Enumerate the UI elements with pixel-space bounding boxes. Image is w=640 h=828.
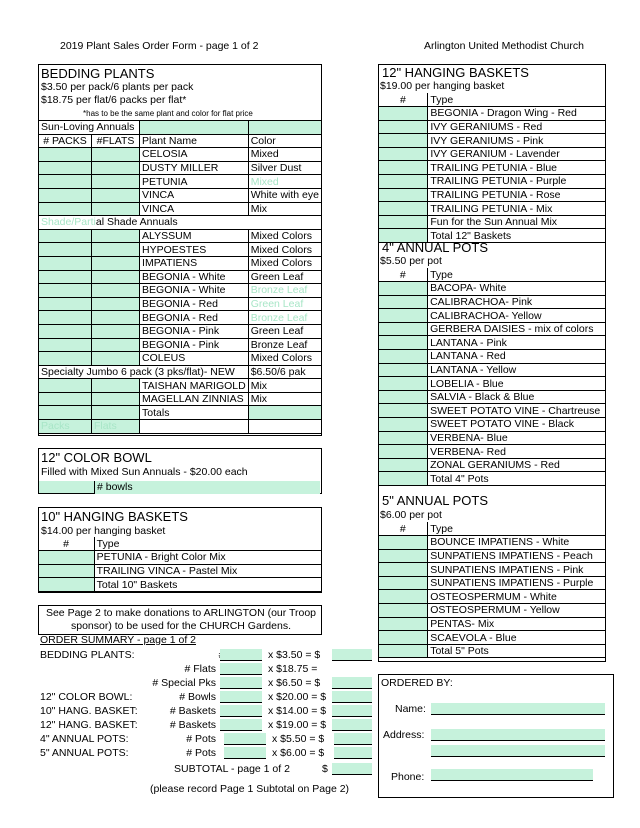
summary-qty-input[interactable] xyxy=(220,705,262,717)
packs-input[interactable] xyxy=(39,392,92,406)
hang12-type: IVY GERANIUMS - Pink xyxy=(428,134,606,148)
summary-price: x $3.50 = $ xyxy=(268,649,321,661)
bowl-title: 12" COLOR BOWL xyxy=(41,450,152,465)
pots5-type: SUNPATIENS IMPATIENS - Pink xyxy=(428,563,606,577)
qty-input[interactable] xyxy=(39,551,95,565)
subtotal-input[interactable] xyxy=(332,763,372,775)
summary-amount-input[interactable] xyxy=(332,691,372,703)
phone-input[interactable] xyxy=(431,769,593,781)
packs-input[interactable] xyxy=(39,270,92,284)
plant-name: BEGONIA - White xyxy=(140,270,249,284)
donation-line-1: See Page 2 to make donations to ARLINGTON (our Troop xyxy=(45,607,317,619)
hang12-type: TRAILING PETUNIA - Purple xyxy=(428,175,606,189)
name-input[interactable] xyxy=(431,703,605,715)
pots4-table xyxy=(378,268,606,486)
name-label: Name: xyxy=(395,703,426,715)
plant-name: CELOSIA xyxy=(140,148,249,162)
hang12-table xyxy=(378,93,606,243)
hang12-type: IVY GERANIUM - Lavender xyxy=(428,147,606,161)
plant-color: Mixed Colors xyxy=(248,352,321,366)
flats-input[interactable] xyxy=(91,256,139,270)
flats-total-input[interactable]: Flats xyxy=(91,420,139,434)
pots5-col-num: # xyxy=(399,522,406,535)
totals-label: Totals xyxy=(140,406,249,420)
flats-input[interactable] xyxy=(91,188,139,202)
hang12-type: TRAILING PETUNIA - Blue xyxy=(428,161,606,175)
hang10-type: TRAILING VINCA - Pastel Mix xyxy=(94,564,321,578)
specialty-price: $6.50/6 pak xyxy=(248,365,321,379)
plant-name: ALYSSUM xyxy=(140,229,249,243)
pots4-type: CALIBRACHOA- Pink xyxy=(428,295,606,309)
plant-name: DUSTY MILLER xyxy=(140,161,249,175)
flats-input[interactable] xyxy=(91,352,139,366)
qty-input[interactable] xyxy=(379,631,428,645)
qty-input[interactable] xyxy=(379,188,428,202)
summary-price: x $19.00 = $ xyxy=(268,719,327,731)
bowl-desc: Filled with Mixed Sun Annuals - $20.00 each xyxy=(41,466,248,478)
phone-label: Phone: xyxy=(391,771,425,783)
bowls-input[interactable] xyxy=(39,481,94,494)
plant-name: COLEUS xyxy=(140,352,249,366)
col-color: Color xyxy=(248,134,321,148)
pots4-col-num: # xyxy=(399,268,406,281)
summary-label: BEDDING PLANTS: xyxy=(40,649,135,661)
pots5-type: SCAEVOLA - Blue xyxy=(428,631,606,645)
flats-input[interactable] xyxy=(91,392,139,406)
flats-input[interactable] xyxy=(91,324,139,338)
qty-input[interactable] xyxy=(379,336,428,350)
flats-input[interactable] xyxy=(91,161,139,175)
qty-input[interactable] xyxy=(379,309,428,323)
qty-input[interactable] xyxy=(379,472,428,486)
summary-unit: # Special Pks xyxy=(152,677,216,689)
qty-input[interactable] xyxy=(379,147,428,161)
pots4-type: ZONAL GERANIUMS - Red xyxy=(428,458,606,472)
qty-input[interactable] xyxy=(379,563,428,577)
sun-label: Sun-Loving Annuals xyxy=(39,121,140,135)
qty-input[interactable] xyxy=(379,390,428,404)
plant-color: Bronze Leaf xyxy=(248,338,321,352)
packs-input[interactable] xyxy=(39,311,92,325)
qty-input[interactable] xyxy=(379,536,428,550)
pots4-price: $5.50 per pot xyxy=(380,255,442,267)
packs-input[interactable] xyxy=(39,148,92,162)
pots4-type: SALVIA - Black & Blue xyxy=(428,390,606,404)
pots5-type: BOUNCE IMPATIENS - White xyxy=(428,536,606,550)
address-label: Address: xyxy=(383,729,425,741)
hang10-total: Total 10" Baskets xyxy=(94,578,321,592)
subtotal-dollar: $ xyxy=(322,763,328,775)
summary-price: x $18.75 = xyxy=(268,663,318,675)
summary-amount-input[interactable] xyxy=(332,677,372,689)
qty-input[interactable] xyxy=(379,617,428,631)
pots4-type: SWEET POTATO VINE - Chartreuse xyxy=(428,404,606,418)
pots4-type: VERBENA- Red xyxy=(428,445,606,459)
packs-input[interactable] xyxy=(39,243,92,257)
qty-input[interactable] xyxy=(379,549,428,563)
summary-qty-input[interactable] xyxy=(224,733,266,745)
summary-label: 12" COLOR BOWL: xyxy=(40,691,133,703)
summary-amount-input[interactable] xyxy=(334,733,372,745)
hang12-type: BEGONIA - Dragon Wing - Red xyxy=(428,107,606,121)
qty-input[interactable] xyxy=(379,363,428,377)
flats-input[interactable] xyxy=(91,338,139,352)
flats-input[interactable] xyxy=(91,148,139,162)
address-input-1[interactable] xyxy=(431,729,605,741)
pots5-type: SUNPATIENS IMPATIENS - Purple xyxy=(428,576,606,590)
plant-color: Mixed Colors xyxy=(248,243,321,257)
bowls-label: # bowls xyxy=(94,481,320,494)
qty-input[interactable] xyxy=(379,458,428,472)
qty-input[interactable] xyxy=(379,431,428,445)
hang12-col-type: Type xyxy=(428,93,606,107)
flats-input[interactable] xyxy=(91,270,139,284)
pots4-type: GERBERA DAISIES - mix of colors xyxy=(428,322,606,336)
summary-amount-input[interactable] xyxy=(332,705,372,717)
plant-color: Silver Dust xyxy=(248,161,321,175)
plant-name: VINCA xyxy=(140,188,249,202)
hang10-type: PETUNIA - Bright Color Mix xyxy=(94,551,321,565)
pots4-type: SWEET POTATO VINE - Black xyxy=(428,418,606,432)
pots4-type: VERBENA- Blue xyxy=(428,431,606,445)
plant-name: PETUNIA xyxy=(140,175,249,189)
plant-color: Green Leaf xyxy=(248,297,321,311)
summary-price: x $14.00 = $ xyxy=(268,705,327,717)
summary-unit: # Pots xyxy=(186,747,216,759)
pots5-total: Total 5" Pots xyxy=(428,644,606,658)
qty-input[interactable] xyxy=(379,604,428,618)
pots5-price: $6.00 per pot xyxy=(380,509,442,521)
summary-price: x $6.00 = $ xyxy=(272,747,325,759)
qty-input[interactable] xyxy=(379,576,428,590)
packs-input[interactable] xyxy=(39,161,92,175)
qty-input[interactable] xyxy=(379,175,428,189)
pots4-col-type: Type xyxy=(428,268,606,282)
packs-input[interactable] xyxy=(39,175,92,189)
pots5-title: 5" ANNUAL POTS xyxy=(382,493,488,508)
qty-input[interactable] xyxy=(379,295,428,309)
plant-color: Green Leaf xyxy=(248,270,321,284)
pots4-type: LOBELIA - Blue xyxy=(428,377,606,391)
bedding-flat-price: $18.75 per flat/6 packs per flat* xyxy=(41,94,187,106)
summary-price: x $6.50 = $ xyxy=(268,677,321,689)
qty-input[interactable] xyxy=(379,134,428,148)
summary-unit: # Bowls xyxy=(179,691,216,703)
form-title: 2019 Plant Sales Order Form - page 1 of 2 xyxy=(60,40,259,52)
col-plant: Plant Name xyxy=(140,134,249,148)
shade-label: Shade/Partial Shade Annuals xyxy=(39,216,322,230)
hang10-price: $14.00 per hanging basket xyxy=(41,525,166,537)
bedding-title: BEDDING PLANTS xyxy=(41,66,155,81)
summary-amount-input[interactable] xyxy=(332,719,372,731)
hang10-col-num: # xyxy=(63,537,69,550)
qty-input[interactable] xyxy=(379,282,428,296)
qty-input[interactable] xyxy=(379,322,428,336)
qty-input[interactable] xyxy=(379,350,428,364)
hang12-total: Total 12" Baskets xyxy=(428,229,606,243)
church-name: Arlington United Methodist Church xyxy=(424,40,584,52)
plant-color: Mixed Colors xyxy=(248,229,321,243)
plant-color: Mixed xyxy=(248,148,321,162)
pots5-type: OSTEOSPERMUM - Yellow xyxy=(428,604,606,618)
hang12-type: IVY GERANIUMS - Red xyxy=(428,120,606,134)
summary-qty-input[interactable] xyxy=(220,649,262,661)
qty-input[interactable] xyxy=(39,564,95,578)
summary-unit: # Baskets xyxy=(169,719,216,731)
qty-input[interactable] xyxy=(379,418,428,432)
hang12-type: TRAILING PETUNIA - Rose xyxy=(428,188,606,202)
packs-input[interactable] xyxy=(39,284,92,298)
packs-total-input[interactable]: Packs xyxy=(39,420,92,434)
summary-qty-input[interactable] xyxy=(220,663,262,675)
pots5-col-type: Type xyxy=(428,522,606,536)
packs-input[interactable] xyxy=(39,324,92,338)
donation-line-2: sponsor) to be used for the CHURCH Gardens. xyxy=(70,620,291,632)
summary-qty-input[interactable] xyxy=(220,719,262,731)
summary-qty-input[interactable] xyxy=(224,747,266,759)
specialty-label: Specialty Jumbo 6 pack (3 pks/flat)- NEW xyxy=(39,365,249,379)
packs-input[interactable] xyxy=(39,379,92,393)
summary-amount-input[interactable] xyxy=(334,747,372,759)
plant-name: HYPOESTES xyxy=(140,243,249,257)
flats-input[interactable] xyxy=(91,202,139,216)
packs-input[interactable] xyxy=(39,202,92,216)
plant-color: Mixed xyxy=(248,175,321,189)
summary-label: 10" HANG. BASKET: xyxy=(40,705,138,717)
pots4-type: CALIBRACHOA- Yellow xyxy=(428,309,606,323)
hang12-type: TRAILING PETUNIA - Mix xyxy=(428,202,606,216)
summary-unit: # Pots xyxy=(186,733,216,745)
pots5-type: PENTAS- Mix xyxy=(428,617,606,631)
hang10-col-type: Type xyxy=(94,537,321,551)
pots4-type: BACOPA- White xyxy=(428,282,606,296)
plant-color: Green Leaf xyxy=(248,324,321,338)
plant-name: BEGONIA - Red xyxy=(140,297,249,311)
packs-input[interactable] xyxy=(39,338,92,352)
qty-input[interactable] xyxy=(379,590,428,604)
col-packs: # PACKS xyxy=(39,134,92,148)
qty-input[interactable] xyxy=(379,107,428,121)
pots4-type: LANTANA - Yellow xyxy=(428,363,606,377)
ordered-by-section xyxy=(378,674,614,798)
packs-input[interactable] xyxy=(39,297,92,311)
summary-price: x $20.00 = $ xyxy=(268,691,327,703)
pots4-type: LANTANA - Pink xyxy=(428,336,606,350)
plant-color: Mix xyxy=(248,202,321,216)
plant-name: TAISHAN MARIGOLD xyxy=(140,379,249,393)
flats-input[interactable] xyxy=(91,284,139,298)
bedding-table xyxy=(38,120,322,434)
plant-name: VINCA xyxy=(140,202,249,216)
plant-color: Bronze Leaf xyxy=(248,311,321,325)
col-flats: #FLATS xyxy=(91,134,139,148)
packs-input[interactable] xyxy=(39,352,92,366)
hang10-title: 10" HANGING BASKETS xyxy=(41,509,188,524)
packs-input[interactable] xyxy=(39,256,92,270)
flats-input[interactable] xyxy=(91,175,139,189)
flats-input[interactable] xyxy=(91,379,139,393)
qty-input[interactable] xyxy=(379,644,428,658)
bedding-pack-price: $3.50 per pack/6 plants per pack xyxy=(41,81,194,93)
qty-input[interactable] xyxy=(379,161,428,175)
pots4-total: Total 4" Pots xyxy=(428,472,606,486)
plant-name: MAGELLAN ZINNIAS xyxy=(140,392,249,406)
summary-label: 4" ANNUAL POTS: xyxy=(40,733,129,745)
qty-input[interactable] xyxy=(379,202,428,216)
summary-unit: # Baskets xyxy=(169,705,216,717)
hang12-col-num: # xyxy=(400,93,406,106)
flats-input[interactable] xyxy=(91,297,139,311)
summary-qty-input[interactable] xyxy=(220,691,262,703)
plant-name: BEGONIA - Red xyxy=(140,311,249,325)
plant-name: BEGONIA - Pink xyxy=(140,338,249,352)
qty-input[interactable] xyxy=(379,215,428,229)
summary-label: 12" HANG. BASKET: xyxy=(40,719,138,731)
pots5-table xyxy=(378,522,606,658)
hang10-table xyxy=(38,537,322,592)
hang12-title: 12" HANGING BASKETS xyxy=(382,65,529,80)
subtotal-label: SUBTOTAL - page 1 of 2 xyxy=(174,763,290,775)
color-bowl-section xyxy=(38,448,322,494)
ordered-by-title: ORDERED BY: xyxy=(381,677,453,689)
flats-input[interactable] xyxy=(91,243,139,257)
plant-name: BEGONIA - White xyxy=(140,284,249,298)
summary-price: x $5.50 = $ xyxy=(272,733,325,745)
plant-color: Bronze Leaf xyxy=(248,284,321,298)
subtotal-footnote: (please record Page 1 Subtotal on Page 2) xyxy=(150,783,350,795)
qty-input[interactable] xyxy=(379,404,428,418)
plant-color: White with eye xyxy=(248,188,321,202)
hang12-type: Fun for the Sun Annual Mix xyxy=(428,215,606,229)
plant-color: Mixed Colors xyxy=(248,256,321,270)
summary-qty-input[interactable] xyxy=(220,677,262,689)
summary-amount-input[interactable] xyxy=(332,649,372,661)
summary-label: 5" ANNUAL POTS: xyxy=(40,747,129,759)
plant-color: Mix xyxy=(248,379,321,393)
hang12-price: $19.00 per hanging basket xyxy=(380,80,505,92)
qty-input[interactable] xyxy=(379,120,428,134)
qty-input[interactable] xyxy=(379,377,428,391)
plant-name: BEGONIA - Pink xyxy=(140,324,249,338)
flats-input[interactable] xyxy=(91,229,139,243)
bedding-note: *has to be the same plant and color for flat price xyxy=(83,109,253,118)
pots4-type: LANTANA - Red xyxy=(428,350,606,364)
donation-note xyxy=(38,605,322,635)
pots4-title: 4" ANNUAL POTS xyxy=(382,240,488,255)
packs-input[interactable] xyxy=(39,188,92,202)
packs-input[interactable] xyxy=(39,229,92,243)
summary-unit: # Flats xyxy=(184,663,216,675)
address-input-2[interactable] xyxy=(431,745,605,757)
qty-input[interactable] xyxy=(379,445,428,459)
plant-color: Mix xyxy=(248,392,321,406)
qty-input[interactable] xyxy=(39,578,95,592)
pots5-type: OSTEOSPERMUM - White xyxy=(428,590,606,604)
plant-name: IMPATIENS xyxy=(140,256,249,270)
flats-input[interactable] xyxy=(91,311,139,325)
pots5-type: SUNPATIENS IMPATIENS - Peach xyxy=(428,549,606,563)
summary-title: ORDER SUMMARY - page 1 of 2 xyxy=(40,634,197,646)
